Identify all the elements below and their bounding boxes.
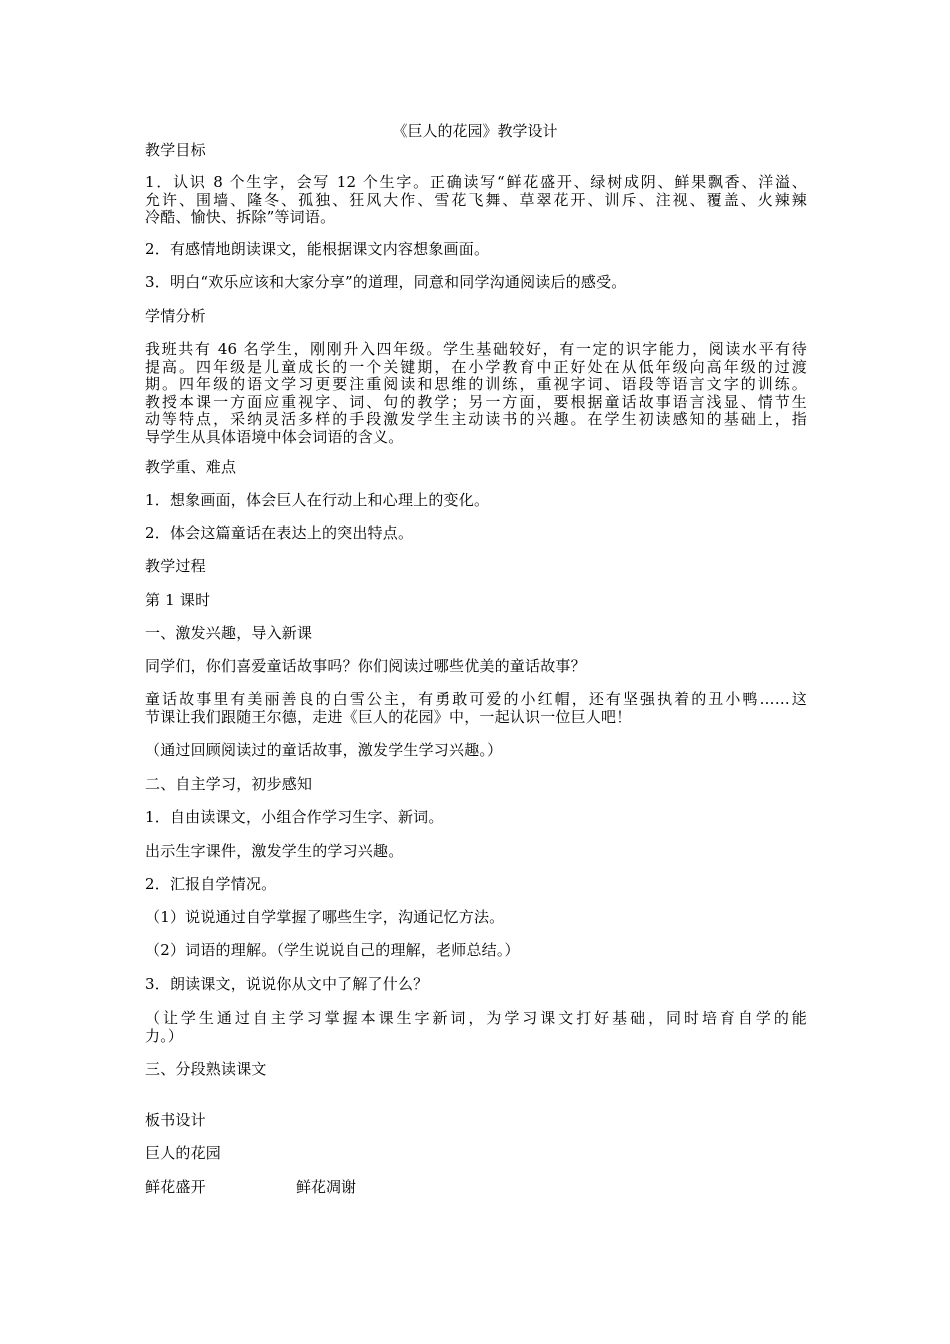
keypoints-item-2: 2．体会这篇童话在表达上的突出特点。 (145, 524, 414, 542)
step-1-text-line: 节课让我们跟随王尔德，走进《巨人的花园》中，一起认识一位巨人吧！ (145, 707, 632, 726)
goals-item-1-line: 冷酷、愉快、拆除”等词语。 (145, 208, 336, 226)
step-2-item-3: 3．朗读课文，说说你从文中了解了什么？ (145, 975, 429, 993)
step-2-note (145, 1010, 807, 1045)
document-title: 《巨人的花园》教学设计 (392, 122, 558, 140)
step-2-note-line: （让学生通过自主学习掌握本课生字新词，为学习课文打好基础，同时培育自学的能 (145, 1009, 807, 1027)
goals-item-1-line: 1．认识 8 个生字，会写 12 个生字。正确读写“鲜花盛开、绿树成阴、鲜果飘香、洋溢、 (145, 173, 807, 191)
analysis-paragraph (145, 341, 807, 446)
board-right-item: 鲜花凋谢 (296, 1178, 357, 1196)
keypoints-item-1: 1．想象画面，体会巨人在行动上和心理上的变化。 (145, 491, 490, 509)
lesson-label: 第 1 课时 (145, 591, 211, 609)
board-heading: 板书设计 (145, 1111, 206, 1129)
goals-heading: 教学目标 (145, 141, 206, 159)
keypoints-heading: 教学重、难点 (145, 458, 237, 476)
board-title: 巨人的花园 (145, 1144, 222, 1162)
board-left-item: 鲜花盛开 (145, 1178, 206, 1196)
analysis-line: 导学生从具体语境中体会词语的含义。 (145, 427, 404, 446)
goals-item-1-line: 允许、围墙、隆冬、孤独、狂风大作、雪花飞舞、草翠花开、训斥、注视、覆盖、火辣辣 (145, 190, 807, 209)
analysis-line: 提高。四年级是儿童成长的一个关键期，在小学教育中正好处在从低年级向高年级的过渡 (145, 357, 807, 376)
step-2-item-1: 1．自由读课文，小组合作学习生字、新词。 (145, 808, 444, 826)
step-2-sub-1: （1）说说通过自学掌握了哪些生字，沟通记忆方法。 (145, 908, 505, 926)
goals-item-3: 3．明白“欢乐应该和大家分享”的道理，同意和同学沟通阅读后的感受。 (145, 273, 627, 291)
step-1-question: 同学们，你们喜爱童话故事吗？你们阅读过哪些优美的童话故事？ (145, 657, 586, 675)
analysis-line: 教授本课一方面应重视字、词、句的教学；另一方面，要根据童话故事语言浅显、情节生 (145, 392, 807, 411)
step-2-heading: 二、自主学习，初步感知 (145, 775, 313, 793)
step-3-heading: 三、分段熟读课文 (145, 1060, 267, 1078)
process-heading: 教学过程 (145, 557, 206, 575)
step-1-note: （通过回顾阅读过的童话故事，激发学生学习兴趣。） (145, 741, 503, 759)
analysis-line: 我班共有 46 名学生，刚刚升入四年级。学生基础较好，有一定的识字能力，阅读水平有待 (145, 340, 807, 358)
step-2-show: 出示生字课件，激发学生的学习兴趣。 (145, 842, 404, 860)
analysis-line: 期。四年级的语文学习更要注重阅读和思维的训练，重视字词、语段等语言文字的训练。 (145, 375, 807, 393)
analysis-line: 动等特点，采纳灵活多样的手段激发学生主动读书的兴趣。在学生初读感知的基础上，指 (145, 410, 807, 428)
step-1-text (145, 691, 807, 726)
step-2-sub-2: （2）词语的理解。（学生说说自己的理解，老师总结。） (145, 941, 520, 959)
step-1-heading: 一、激发兴趣，导入新课 (145, 624, 313, 642)
goals-item-1 (145, 174, 807, 227)
step-1-text-line: 童话故事里有美丽善良的白雪公主，有勇敢可爱的小红帽，还有坚强执着的丑小鸭……这 (145, 690, 807, 708)
step-2-item-2: 2．汇报自学情况。 (145, 875, 277, 893)
goals-item-2: 2．有感情地朗读课文，能根据课文内容想象画面。 (145, 240, 490, 258)
analysis-heading: 学情分析 (145, 307, 206, 325)
step-2-note-line: 力。） (145, 1026, 184, 1045)
